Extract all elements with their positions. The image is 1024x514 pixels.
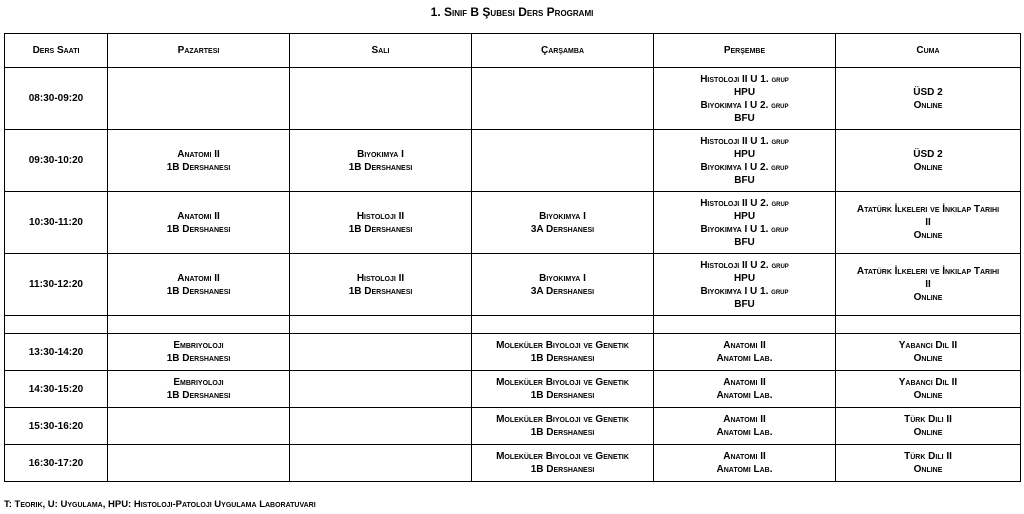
cell-carsamba: Biyokimya I 3A Dershanesi — [472, 254, 654, 316]
cell-persembe: Anatomi II Anatomi Lab. — [654, 334, 836, 371]
time-cell: 16:30-17:20 — [5, 445, 108, 482]
break-cell — [472, 316, 654, 334]
legend-note: T: Teorik, U: Uygulama, HPU: Histoloji-Patoloji Uygulama Laboratuvarı — [4, 499, 316, 510]
cell-persembe: Histoloji II U 1. grup HPU Biyokimya I U 2. grup BFU — [654, 130, 836, 192]
cell-carsamba: Moleküler Biyoloji ve Genetik 1B Dershanesi — [472, 334, 654, 371]
cell-sali — [290, 445, 472, 482]
time-cell: 15:30-16:20 — [5, 408, 108, 445]
cell-cuma: ÜSD 2 Online — [836, 68, 1021, 130]
cell-carsamba — [472, 68, 654, 130]
cell-sali: Histoloji II 1B Dershanesi — [290, 254, 472, 316]
table-row — [5, 130, 1021, 192]
table-row — [5, 192, 1021, 254]
cell-cuma: Atatürk İlkeleri ve İnkılap Tarihi II Online — [836, 254, 1021, 316]
schedule-table — [4, 33, 1021, 482]
page-title: 1. Sınıf B Şubesi Ders Programı — [430, 5, 594, 19]
table-row — [5, 334, 1021, 371]
table-row — [5, 254, 1021, 316]
cell-cuma: Türk Dili II Online — [836, 408, 1021, 445]
cell-sali — [290, 68, 472, 130]
cell-cuma: Türk Dili II Online — [836, 445, 1021, 482]
header-carsamba: Çarşamba — [472, 34, 654, 68]
table-row — [5, 68, 1021, 130]
cell-pazartesi: Anatomi II 1B Dershanesi — [108, 254, 290, 316]
header-persembe: Perşembe — [654, 34, 836, 68]
cell-sali — [290, 408, 472, 445]
cell-persembe: Histoloji II U 2. grup HPU Biyokimya I U 1. grup BFU — [654, 254, 836, 316]
header-sali: Salı — [290, 34, 472, 68]
header-cuma: Cuma — [836, 34, 1021, 68]
break-cell — [5, 316, 108, 334]
cell-pazartesi: Anatomi II 1B Dershanesi — [108, 192, 290, 254]
cell-persembe: Histoloji II U 1. grup HPU Biyokimya I U 2. grup BFU — [654, 68, 836, 130]
break-cell — [290, 316, 472, 334]
table-row — [5, 371, 1021, 408]
cell-pazartesi: Embriyoloji 1B Dershanesi — [108, 334, 290, 371]
cell-persembe: Anatomi II Anatomi Lab. — [654, 445, 836, 482]
time-cell: 08:30-09:20 — [5, 68, 108, 130]
time-cell: 09:30-10:20 — [5, 130, 108, 192]
cell-cuma: ÜSD 2 Online — [836, 130, 1021, 192]
break-cell — [836, 316, 1021, 334]
cell-sali: Biyokimya I 1B Dershanesi — [290, 130, 472, 192]
cell-pazartesi — [108, 408, 290, 445]
cell-carsamba: Moleküler Biyoloji ve Genetik 1B Dershanesi — [472, 371, 654, 408]
cell-cuma: Atatürk İlkeleri ve İnkılap Tarihi II Online — [836, 192, 1021, 254]
cell-pazartesi — [108, 445, 290, 482]
cell-sali — [290, 334, 472, 371]
cell-carsamba: Moleküler Biyoloji ve Genetik 1B Dershanesi — [472, 408, 654, 445]
cell-cuma: Yabancı Dil II Online — [836, 371, 1021, 408]
table-row — [5, 445, 1021, 482]
break-row — [5, 316, 1021, 334]
cell-sali: Histoloji II 1B Dershanesi — [290, 192, 472, 254]
cell-carsamba: Moleküler Biyoloji ve Genetik 1B Dershanesi — [472, 445, 654, 482]
table-row — [5, 408, 1021, 445]
cell-carsamba: Biyokimya I 3A Dershanesi — [472, 192, 654, 254]
header-row — [5, 34, 1021, 68]
cell-sali — [290, 371, 472, 408]
header-pazartesi: Pazartesi — [108, 34, 290, 68]
cell-carsamba — [472, 130, 654, 192]
cell-persembe: Anatomi II Anatomi Lab. — [654, 408, 836, 445]
time-cell: 13:30-14:20 — [5, 334, 108, 371]
time-cell: 11:30-12:20 — [5, 254, 108, 316]
cell-pazartesi — [108, 68, 290, 130]
time-cell: 10:30-11:20 — [5, 192, 108, 254]
cell-persembe: Anatomi II Anatomi Lab. — [654, 371, 836, 408]
break-cell — [654, 316, 836, 334]
header-ders-saati: Ders Saati — [5, 34, 108, 68]
time-cell: 14:30-15:20 — [5, 371, 108, 408]
cell-pazartesi: Anatomi II 1B Dershanesi — [108, 130, 290, 192]
cell-persembe: Histoloji II U 2. grup HPU Biyokimya I U 1. grup BFU — [654, 192, 836, 254]
cell-cuma: Yabancı Dil II Online — [836, 334, 1021, 371]
break-cell — [108, 316, 290, 334]
cell-pazartesi: Embriyoloji 1B Dershanesi — [108, 371, 290, 408]
